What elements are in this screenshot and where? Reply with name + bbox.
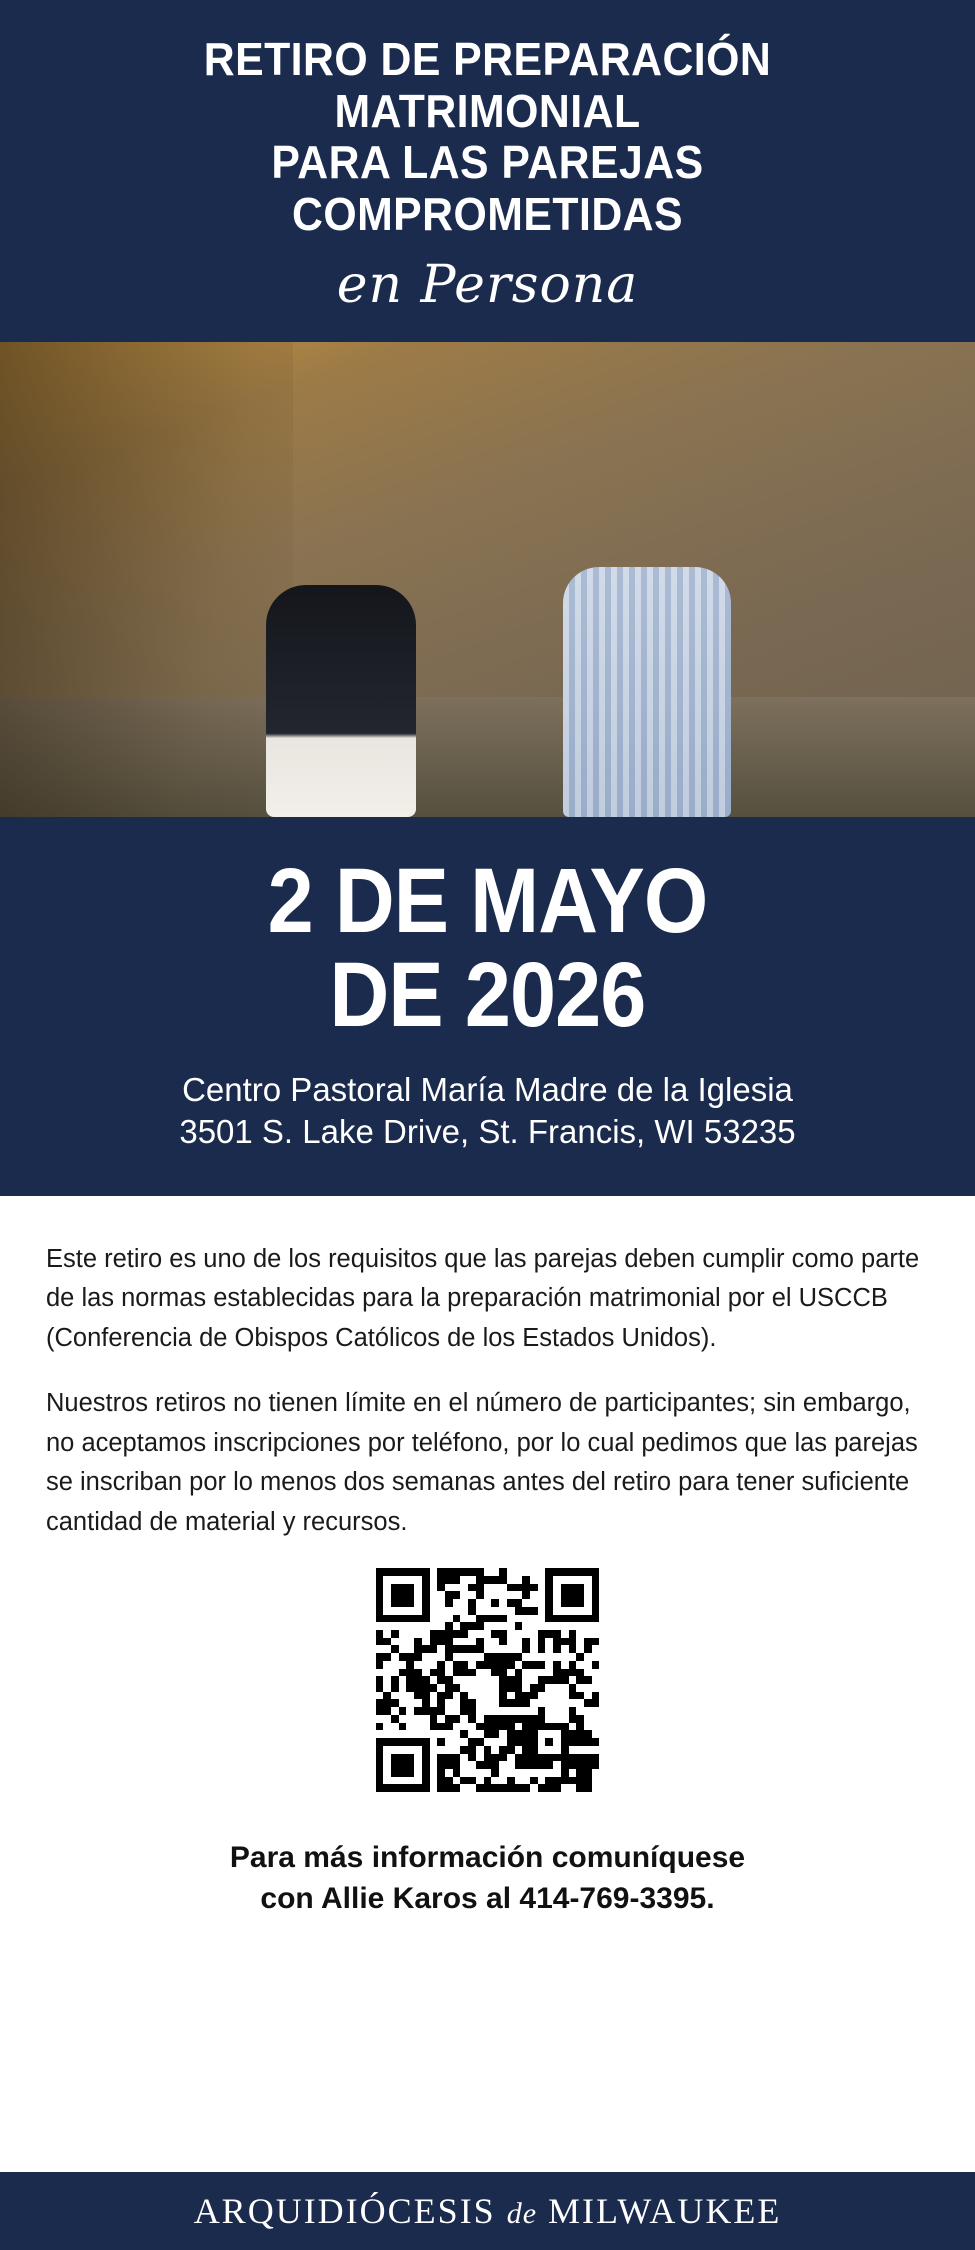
couple-photo — [0, 342, 975, 817]
man-body — [563, 567, 731, 817]
date-block — [0, 817, 975, 1195]
couple-figures — [323, 487, 653, 817]
date-line-2: DE 2026 — [329, 944, 646, 1047]
contact-info — [46, 1838, 929, 1919]
header-script-subtitle: en Persona — [336, 255, 639, 316]
contact-line-2: con Allie Karos al 414-769-3395. — [260, 1881, 715, 1915]
contact-line-1: Para más información comuníquese — [229, 1841, 746, 1875]
venue-name: Centro Pastoral María Madre de la Iglesia — [182, 1071, 793, 1109]
header-title-line-2: PARA LAS PAREJAS COMPROMETIDAS — [271, 136, 704, 240]
footer-word-2: de — [506, 2197, 538, 2230]
body-paragraph-1: Este retiro es uno de los requisitos que las parejas deben cumplir como parte de las normas establecidas para la preparación matrimonial por el USCCB (Conferencia de Obispos Católicos de los Estados Unidos). — [46, 1244, 920, 1352]
body-paragraph-2: Nuestros retiros no tienen límite en el número de participantes; sin embargo, no aceptamos inscripciones por teléfono, por lo cual pedimos que las parejas se inscriban por lo menos dos semanas antes del retiro para tener suficiente cantidad de material y recursos. — [46, 1389, 918, 1536]
footer-logo-text — [194, 2190, 782, 2232]
photo-shadow — [0, 342, 293, 817]
woman-body — [266, 585, 416, 817]
qr-code[interactable] — [376, 1568, 600, 1792]
content-section — [0, 1196, 975, 2172]
qr-container — [46, 1568, 929, 1792]
header-title-line-1: RETIRO DE PREPARACIÓN MATRIMONIAL — [203, 33, 772, 137]
footer-word-1: ARQUIDIÓCESIS — [193, 2191, 496, 2231]
venue-address: 3501 S. Lake Drive, St. Francis, WI 53235 — [179, 1113, 796, 1151]
footer-word-3: MILWAUKEE — [548, 2191, 782, 2231]
date-line-1: 2 DE MAYO — [267, 850, 708, 953]
footer-banner — [0, 2172, 975, 2250]
header-banner — [0, 0, 975, 342]
